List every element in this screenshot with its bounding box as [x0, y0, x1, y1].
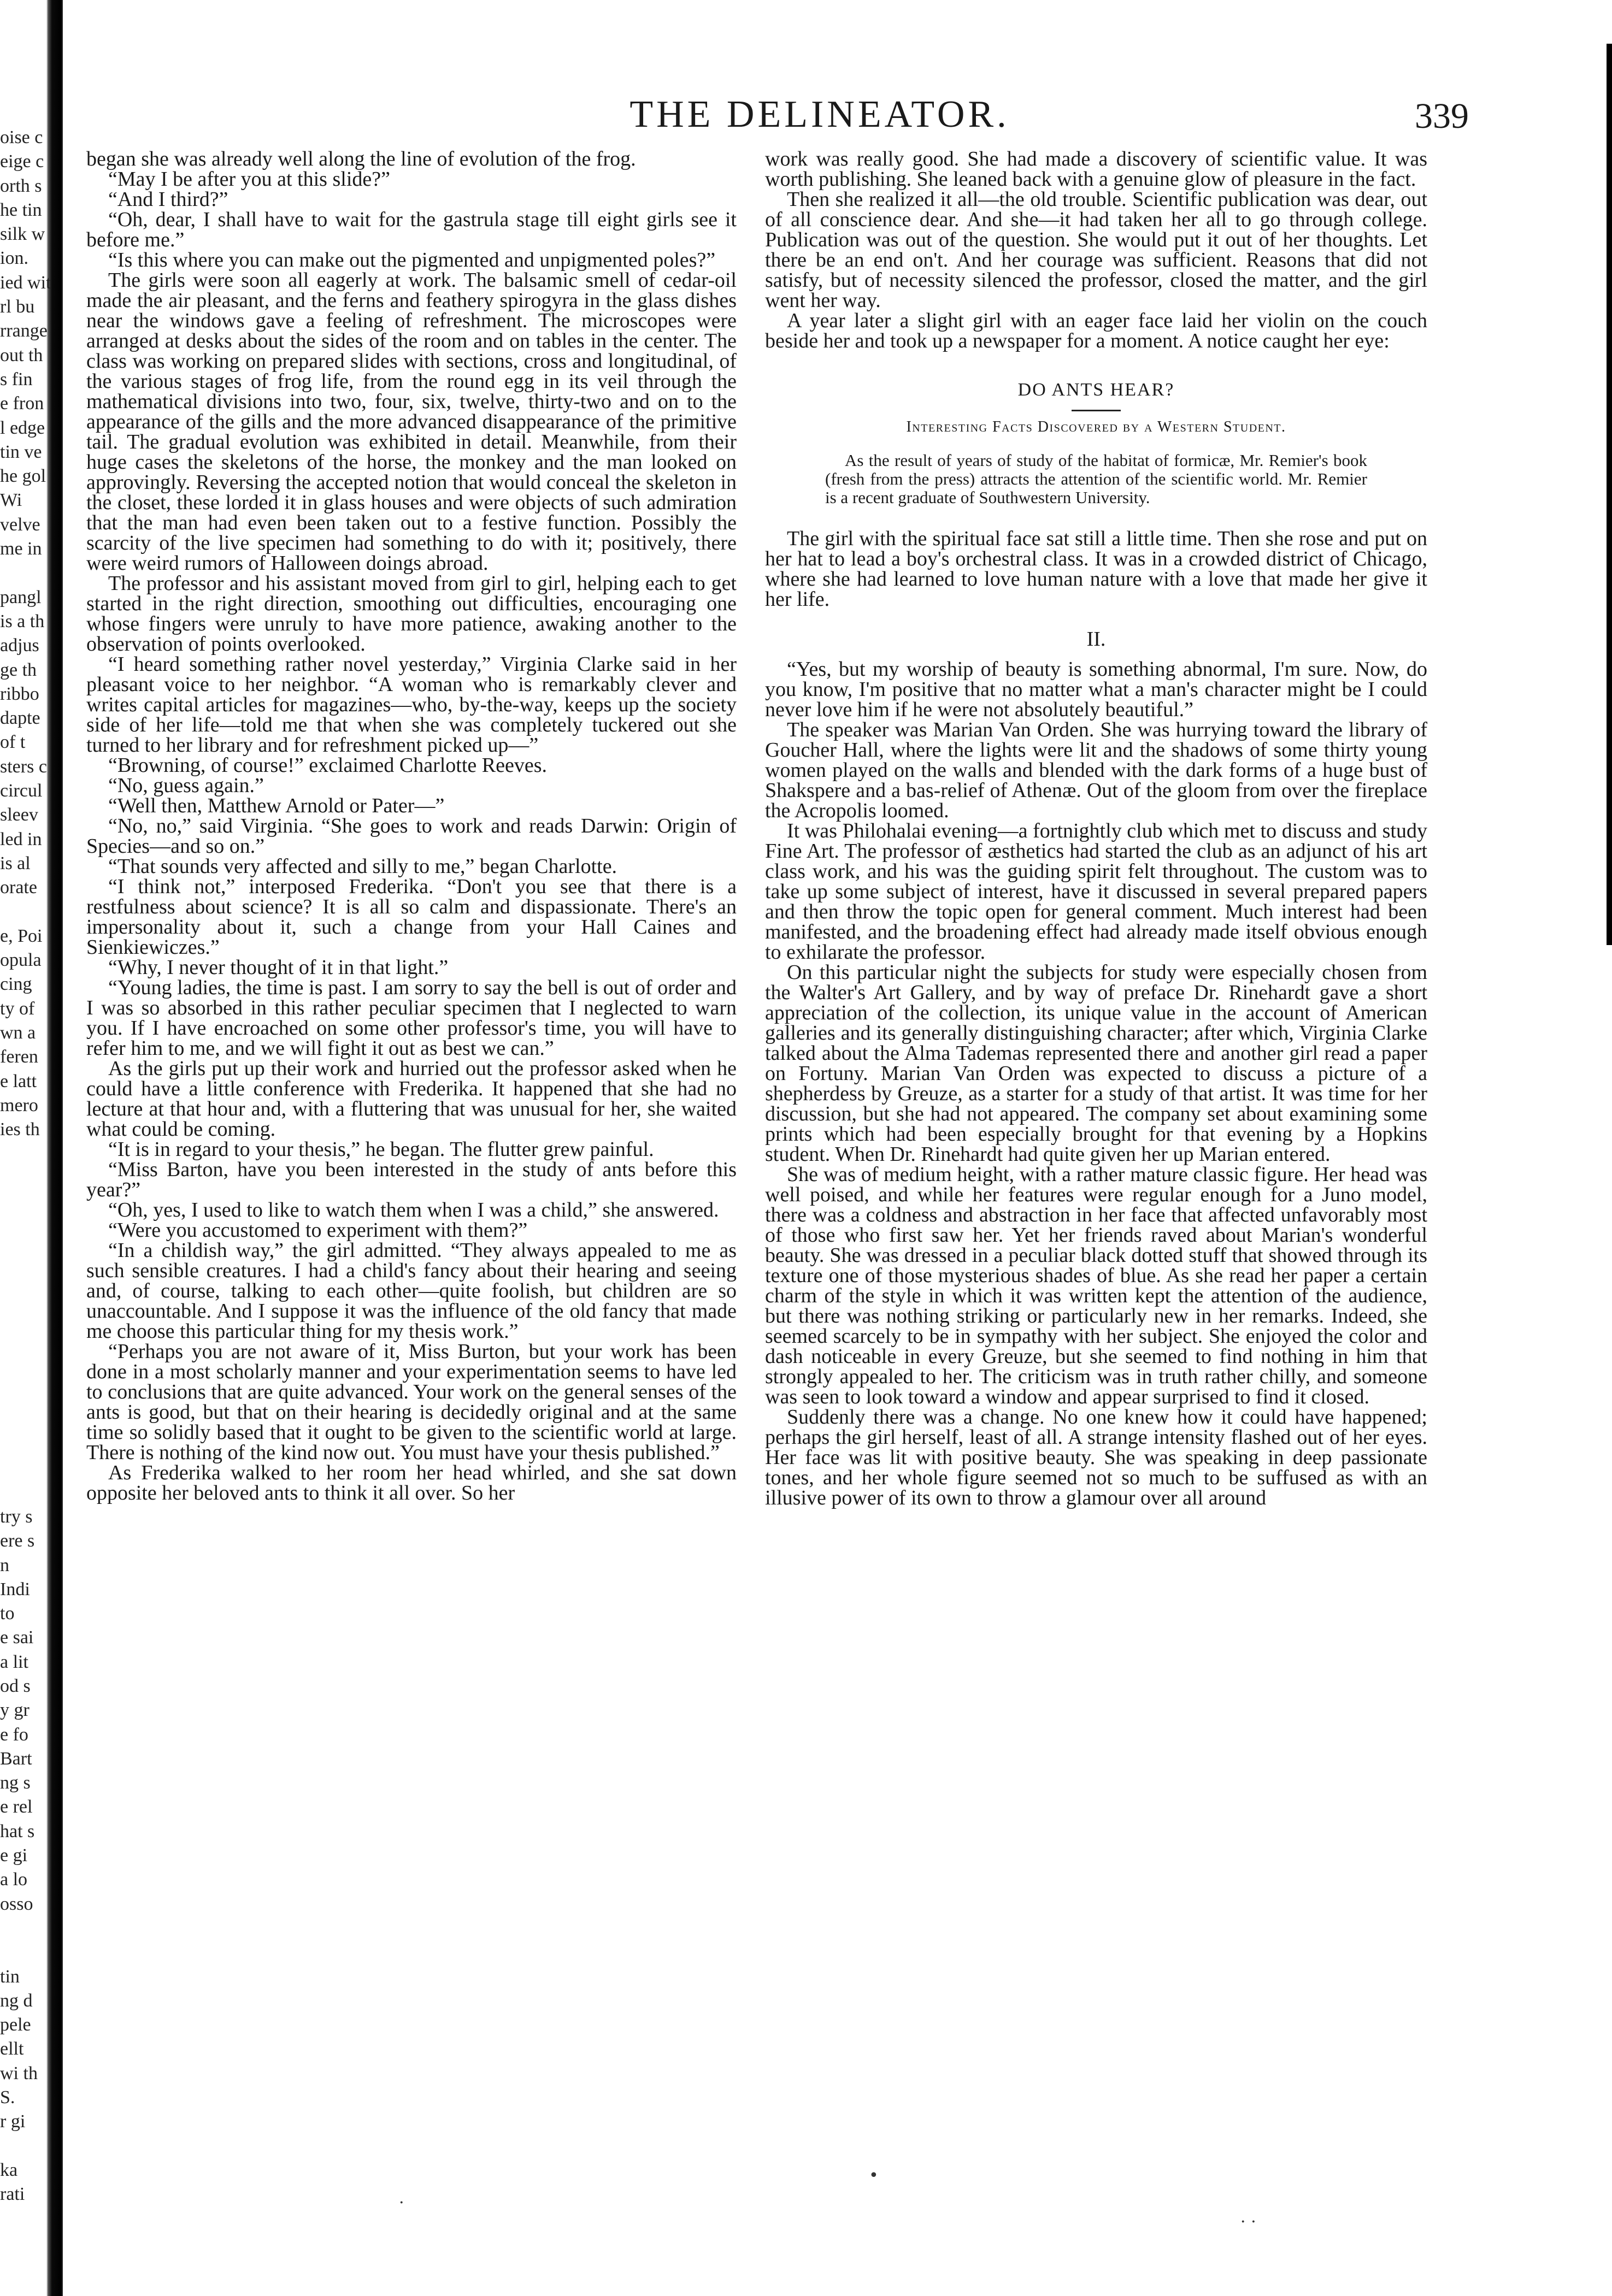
paragraph: The girl with the spiritual face sat still a little time. Then she rose and put on her hat to lead a boy's orchestral class. It was in a crowded district of Chicago, where she had learned to love human nature with a love that made her give it her life.	[765, 527, 1427, 611]
bleed-fragment: to	[0, 1603, 15, 1624]
bleed-fragment	[0, 1239, 82, 1263]
paragraph: began she was already well along the line of evolution of the frog.	[86, 147, 636, 170]
bleed-fragment: wi th	[0, 2063, 38, 2083]
paragraph: “No, guess again.”	[108, 774, 264, 797]
page-number: 339	[1415, 96, 1469, 136]
bleed-fragment: tin	[0, 1966, 20, 1987]
paragraph: “Were you accustomed to experiment with them?”	[108, 1219, 528, 1242]
paragraph: “Is this where you can make out the pigmented and unpigmented poles?”	[108, 249, 716, 271]
bleed-fragment: rrange	[0, 321, 48, 341]
bleed-fragment: ion.	[0, 248, 28, 269]
bleed-fragment: of t	[0, 732, 26, 753]
bleed-fragment	[0, 1214, 82, 1238]
right-column-top-text	[765, 149, 1427, 351]
paragraph: “Yes, but my worship of beauty is something abnormal, I'm sure. Now, do you know, I'm positive that no matter what a man's character might be I could never love him if he were not absolutely beautiful.”	[765, 658, 1427, 721]
bleed-fragment: sters c	[0, 756, 47, 777]
right-column-after-notice	[765, 529, 1427, 610]
bleed-fragment: od s	[0, 1676, 31, 1696]
paragraph: “I heard something rather novel yesterday,” Virginia Clarke said in her pleasant voice to her neighbor. “A woman who is remarkably clever and writes capital articles for magazines—who, by-the-way, keeps up the society side of her life—told me that when she was completely tuckered out she turned to her library and for refreshment picked up—”	[86, 653, 737, 757]
bleed-fragment: ng s	[0, 1773, 31, 1793]
paragraph: “Young ladies, the time is past. I am sorry to say the bell is out of order and I was so absorbed in this rather peculiar specimen that I neglected to warn you. If I have encroached on some other professor's time, you will have to refer him to me, and we will fight it out as best we can.”	[86, 976, 737, 1060]
bleed-fragment	[0, 1190, 82, 1214]
bleed-fragment	[0, 1263, 82, 1287]
bleed-fragment: Indi	[0, 1579, 30, 1599]
bleed-fragment: ribbo	[0, 683, 39, 704]
bleed-fragment: a lo	[0, 1869, 28, 1890]
bleed-fragment: ere s	[0, 1531, 35, 1551]
right-column-section-ii	[765, 659, 1427, 1508]
heading-rule	[1072, 410, 1121, 411]
notice-heading: DO ANTS HEAR?	[1017, 380, 1175, 400]
bleed-fragment: e gi	[0, 1845, 28, 1866]
bleed-fragment: rati	[0, 2184, 25, 2205]
bleed-fragment: r gi	[0, 2111, 26, 2132]
bleed-fragment: e latt	[0, 1071, 37, 1091]
bleed-fragment	[0, 1287, 82, 1311]
bleed-fragment: led in	[0, 829, 42, 849]
bleed-fragment: silk w	[0, 224, 45, 245]
bleed-fragment	[0, 1456, 82, 1480]
paragraph: A year later a slight girl with an eager face laid her violin on the couch beside her and took up a newspaper for a moment. A notice caught her eye:	[765, 309, 1427, 352]
bleed-fragment: pangl	[0, 587, 42, 607]
bleed-fragment: opula	[0, 950, 42, 971]
bleed-fragment: feren	[0, 1047, 38, 1067]
bleed-fragment: ge th	[0, 659, 37, 680]
bleed-fragment	[0, 1408, 82, 1432]
bleed-fragment: n	[0, 1555, 9, 1575]
bleed-fragment	[0, 900, 82, 924]
bleed-fragment: e fron	[0, 393, 44, 414]
bleed-fragment	[0, 1481, 82, 1505]
paragraph: “Oh, dear, I shall have to wait for the gastrula stage till eight girls see it before me.”	[86, 208, 737, 251]
bleed-fragment: dapte	[0, 708, 40, 729]
bleed-fragment	[0, 1384, 82, 1408]
paragraph: “And I third?”	[108, 188, 228, 211]
paragraph: “Why, I never thought of it in that light.”	[108, 956, 449, 979]
bleed-fragment: e, Poi	[0, 925, 43, 946]
paragraph: “I think not,” interposed Frederika. “Don't you see that there is a restfulness about science? It is all so calm and dispassionate. There's an impersonality about it, such a change from your Hall Caines and Sienkiewiczes.”	[86, 875, 737, 959]
bleed-fragment: a lit	[0, 1651, 28, 1672]
paragraph: Suddenly there was a change. No one knew how it could have happened; perhaps the girl herself, least of all. A strange intensity flashed out of her eyes. Her face was lit with positive beauty. She was speaking in deep passionate tones, and her whole figure seemed not so much to be suffused as with an illusive power of its own to throw a glamour over all around	[765, 1406, 1427, 1509]
paragraph: “Miss Barton, have you been interested in the study of ants before this year?”	[86, 1158, 737, 1201]
bleed-fragment: e sai	[0, 1627, 34, 1648]
bleed-fragment: y gr	[0, 1700, 30, 1721]
bleed-fragment: he gol	[0, 466, 46, 487]
paragraph: “In a childish way,” the girl admitted. “They always appealed to me as such sensible creatures. I had a child's fancy about their hearing and seeing and, of course, talking to each other—quite foolish, but children are so unaccountable. And I suppose it was the influence of the old fancy that made me choose this particular thing for my thesis work.”	[86, 1239, 737, 1343]
bleed-fragment: he tin	[0, 199, 42, 220]
bleed-fragment: mero	[0, 1095, 38, 1115]
notice-subheading	[765, 410, 1427, 437]
paragraph: Then she realized it all—the old trouble. Scientific publication was dear, out of all conscience dear. And she—it had taken her all to go through college. Publication was out of the question. She would put it out of her thoughts. Let there be an end on't. And her courage was sufficient. Reasons that did not satisfy, but of necessity silenced the professor, closed the matter, and the girl went her way.	[765, 188, 1427, 312]
bleed-fragment: cing	[0, 974, 32, 995]
paragraph: “No, no,” said Virginia. “She goes to work and reads Darwin: Origin of Species—and so on.”	[86, 814, 737, 858]
bleed-fragment	[0, 1916, 82, 1940]
paragraph: As Frederika walked to her room her head whirled, and she sat down opposite her beloved ants to think it all over. So her	[86, 1461, 737, 1504]
bleed-fragment	[0, 1142, 82, 1166]
notice-body-text: As the result of years of study of the habitat of formicæ, Mr. Remier's book (fresh from the press) attracts the attention of the scientific world. Mr. Remier is a recent graduate of Southwestern University.	[825, 451, 1367, 507]
bleed-fragment: rl bu	[0, 297, 35, 317]
paragraph: “Well then, Matthew Arnold or Pater—”	[108, 794, 445, 817]
bleed-fragment: ellt	[0, 2039, 24, 2059]
paragraph: It was Philohalai evening—a fortnightly club which met to discuss and study Fine Art. The professor of æsthetics had started the club as an adjunct of his art class work, and his was the guiding spirit felt throughout. The custom was to take up some subject of interest, have it discussed in several prepared papers and then throw the topic open for general comment. Much interest had been manifested, and the broadening effect had already made itself obvious enough to exhilarate the professor.	[765, 819, 1427, 964]
left-column	[86, 149, 737, 1503]
paragraph: As the girls put up their work and hurried out the professor asked when he could have a little conference with Frederika. It happened that she had no lecture at that hour and, with a fluttering that was unusual for her, she waited what could be coming.	[86, 1057, 737, 1141]
paragraph: The girls were soon all eagerly at work. The balsamic smell of cedar-oil made the air pleasant, and the ferns and feathery spirogyra in the glass dishes near the windows gave a feeling of refreshment. The microscopes were arranged at desks about the sides of the room and on tables in the center. The class was working on prepared slides with sections, cross and longitudinal, of the various stages of frog life, from the round egg in its veil through the mathematical divisions into two, four, six, twelve, thirty-two and on to the appearance of the gills and the more advanced disappearance of the primitive tail. The gradual evolution was exhibited in detail. Meanwhile, from their huge cases the skeletons of the horse, the monkey and the man looked on approvingly. Reversing the accepted notion that would conceal the skeleton in the closet, these lorded it in glass houses and were objects of such admiration that the man had even been taken out to a festive function. Possibly the scarcity of the live specimen had something to do with it; positively, there were weird rumors of Halloween doings abroad.	[86, 269, 737, 575]
bleed-fragment: e rel	[0, 1797, 33, 1817]
bleed-fragment: oise c	[0, 127, 43, 147]
bleed-fragment	[0, 2134, 82, 2158]
adjacent-page-bleed	[0, 126, 82, 2205]
scan-speck: ·	[399, 2193, 404, 2212]
bleed-fragment: me in	[0, 539, 42, 559]
section-number: II.	[1086, 628, 1106, 651]
bleed-fragment: l edge	[0, 417, 45, 438]
bleed-fragment: wn a	[0, 1022, 36, 1043]
bleed-fragment: orate	[0, 877, 37, 898]
bleed-fragment: Wi	[0, 490, 22, 511]
bleed-fragment	[0, 1166, 82, 1190]
bleed-fragment: is al	[0, 853, 31, 873]
bleed-fragment: tin ve	[0, 441, 42, 462]
paragraph: On this particular night the subjects for study were especially chosen from the Walter's Art Gallery, and by way of preface Dr. Rinehardt gave a short appreciation of the collection, its unique value in the account of American galleries and its generally distinguishing character; after which, Virginia Clarke talked about the Alma Tademas represented there and another girl read a paper on Fortuny. Marian Van Orden was expected to discuss a picture of a shepherdess by Greuze, as a starter for a study of that artist. It was time for her discussion, but she had not appeared. The company set about examining some prints which had been especially brought for that evening by a Hopkins student. When Dr. Rinehardt had quite given her up Marian entered.	[765, 961, 1427, 1166]
paragraph: “It is in regard to your thesis,” he began. The flutter grew painful.	[108, 1138, 654, 1161]
bleed-fragment: ty of	[0, 998, 35, 1019]
paragraph: “Browning, of course!” exclaimed Charlotte Reeves.	[108, 754, 547, 777]
bleed-fragment: e fo	[0, 1724, 28, 1745]
bleed-fragment: eige c	[0, 151, 44, 172]
bleed-fragment	[0, 1312, 82, 1336]
bleed-fragment: pele	[0, 2015, 31, 2035]
bleed-fragment: ng d	[0, 1990, 33, 2011]
bleed-fragment	[0, 1360, 82, 1384]
bleed-fragment: try s	[0, 1506, 33, 1527]
scan-speck: •	[869, 2166, 879, 2185]
paragraph: “Oh, yes, I used to like to watch them when I was a child,” she answered.	[108, 1199, 719, 1221]
right-column	[765, 149, 1427, 1508]
bleed-fragment	[0, 1336, 82, 1360]
bleed-fragment: S.	[0, 2087, 15, 2108]
paragraph: The speaker was Marian Van Orden. She was hurrying toward the library of Goucher Hall, where the lights were lit and the shadows of some thirty young women played on the walls and blended with the dark forms of a huge bust of Shakspere and a bas-relief of Athenæ. Out of the gloom from over the fireplace the Acropolis loomed.	[765, 718, 1427, 822]
scan-speck: · ·	[1240, 2212, 1256, 2232]
paragraph: She was of medium height, with a rather mature classic figure. Her head was well poised, and while her features were regular enough for a Juno model, there was a coldness and abstraction in her face that affected unfavorably most of those who first saw her. Yet her friends raved about Marian's wonderful beauty. She was dressed in a peculiar black dotted stuff that showed through its texture one of those mysterious shades of blue. As she read her paper a certain charm of the style in which it was written kept the attention of the audience, but there was nothing striking or particularly new in her remarks. Indeed, she seemed scarcely to be in sympathy with her subject. She enjoyed the color and dash noticeable in every Greuze, but she seemed to find nothing in him that strongly appealed to her. The criticism was in truth rather chilly, and someone was seen to look toward a window and appear surprised to find it closed.	[765, 1163, 1427, 1408]
bleed-fragment: is a th	[0, 611, 45, 631]
bleed-fragment	[0, 1432, 82, 1456]
paragraph: work was really good. She had made a discovery of scientific value. It was worth publishing. She leaned back with a genuine glow of pleasure in the fact.	[765, 147, 1427, 191]
running-head-title: THE DELINEATOR.	[629, 93, 1010, 135]
bleed-fragment: s fin	[0, 369, 33, 389]
paragraph: “That sounds very affected and silly to me,” began Charlotte.	[108, 855, 617, 878]
bleed-fragment: orth s	[0, 175, 42, 196]
bleed-fragment: ies th	[0, 1119, 40, 1140]
paragraph: “May I be after you at this slide?”	[108, 168, 390, 191]
bleed-fragment: Bart	[0, 1748, 32, 1769]
bleed-fragment: adjus	[0, 635, 39, 656]
bleed-fragment: hat s	[0, 1821, 35, 1841]
paragraph: The professor and his assistant moved from girl to girl, helping each to get started in the right direction, smoothing out difficulties, encouraging one whose fingers were unruly to have more patience, awaking another to the observation of points overlooked.	[86, 572, 737, 656]
bleed-fragment: sleev	[0, 805, 38, 825]
scan-right-edge	[1607, 44, 1612, 945]
paragraph: “Perhaps you are not aware of it, Miss Burton, but your work has been done in a most scholarly manner and your experimentation seems to have led to conclusions that are quite advanced. Your work on the general senses of the ants is good, but that on their hearing is decidedly original and at the same time so solidly based that it ought to be given to the scientific world at large. There is nothing of the kind now out. You must have your thesis published.”	[86, 1340, 737, 1464]
bleed-fragment: out th	[0, 345, 43, 365]
bleed-fragment: osso	[0, 1893, 33, 1914]
bleed-fragment	[0, 1940, 82, 1964]
notice-body	[825, 451, 1367, 507]
bleed-fragment: velve	[0, 514, 40, 535]
bleed-fragment: ka	[0, 2159, 18, 2180]
bleed-fragment: ied wit	[0, 272, 51, 293]
bleed-fragment	[0, 561, 82, 585]
notice-subheading-text: Interesting Facts Discovered by a Western Student.	[906, 418, 1286, 435]
bleed-fragment: circul	[0, 781, 43, 801]
